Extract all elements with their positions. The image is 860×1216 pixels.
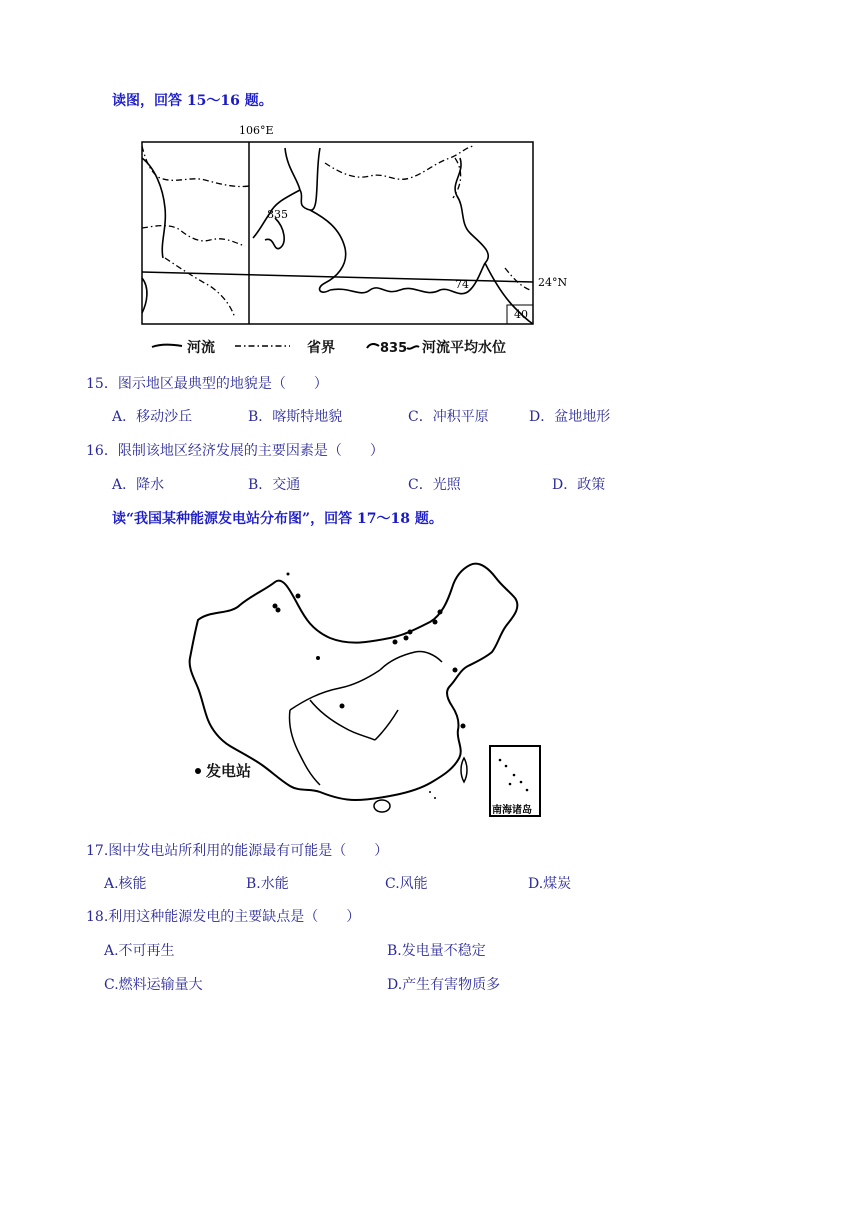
option-18-d[interactable]: D.产生有害物质多 [387,977,501,993]
water-level-835: 835 [267,208,288,221]
section2-intro: 读“我国某种能源发电站分布图”，回答 17～18 题。 [112,511,443,527]
option-16-d[interactable]: D．政策 [552,477,606,493]
option-18-b[interactable]: B.发电量不稳定 [387,943,486,959]
station-dot [296,594,301,599]
legend-river-symbol [152,345,182,347]
legend-river-label: 河流 [187,340,215,356]
station-dot [316,656,320,660]
option-15-d[interactable]: D．盆地地形 [529,409,611,425]
taiwan-island [461,758,467,782]
hainan-island [374,800,390,812]
water-level-74: 74 [455,278,469,291]
station-dot [433,620,438,625]
question-number: 18. [86,909,109,925]
station-dot [404,636,409,641]
option-16-a[interactable]: A．降水 [112,477,165,493]
option-16-b[interactable]: B．交通 [248,477,301,493]
question-15 [86,373,328,393]
rivers [142,148,533,324]
option-18-c[interactable]: C.燃料运输量大 [104,977,203,993]
latitude-label: 24°N [538,276,568,289]
question-18 [86,906,360,926]
question-17 [86,840,388,860]
province-boundaries [142,146,530,318]
question-text: 限制该地区经济发展的主要因素是（ ） [117,443,384,459]
power-stations [273,594,466,729]
question-text: 利用这种能源发电的主要缺点是（ ） [108,909,361,925]
legend-station-dot [195,768,201,774]
option-18-a[interactable]: A.不可再生 [104,943,175,959]
option-17-c[interactable]: C.风能 [385,876,428,892]
legend-boundary-label: 省界 [307,340,335,356]
option-15-c[interactable]: C．冲积平原 [408,409,489,425]
legend-station-label: 发电站 [206,762,252,780]
option-17-d[interactable]: D.煤炭 [528,876,572,892]
station-dot [438,610,443,615]
inset-label: 南海诸岛 [492,805,532,816]
option-15-b[interactable]: B．喀斯特地貌 [248,409,343,425]
station-dot [408,630,413,635]
station-dot [393,640,398,645]
station-dot [273,604,278,609]
province-lines [289,652,442,785]
question-number: 16． [86,443,118,459]
option-16-c[interactable]: C．光照 [408,477,461,493]
option-15-a[interactable]: A．移动沙丘 [112,409,193,425]
karst-region-map [135,118,575,363]
question-16 [86,440,384,460]
legend-level-label: 河流平均水位 [422,340,506,356]
station-dot [453,668,458,673]
question-number: 15． [86,376,118,392]
question-text: 图中发电站所利用的能源最有可能是（ ） [108,843,389,859]
question-number: 17. [86,843,109,859]
legend-level-number: 835 [380,341,408,356]
longitude-label: 106°E [239,124,274,137]
section1-intro: 读图，回答 15～16 题。 [112,93,273,109]
water-level-40: 40 [514,308,528,321]
china-power-station-map [180,560,560,825]
option-17-a[interactable]: A.核能 [104,876,147,892]
map1-legend [152,339,506,356]
station-dot [340,704,345,709]
station-dot [461,724,466,729]
legend-level-symbol [367,344,379,348]
station-dot [276,608,281,613]
question-text: 图示地区最典型的地貌是（ ） [117,376,328,392]
option-17-b[interactable]: B.水能 [246,876,289,892]
